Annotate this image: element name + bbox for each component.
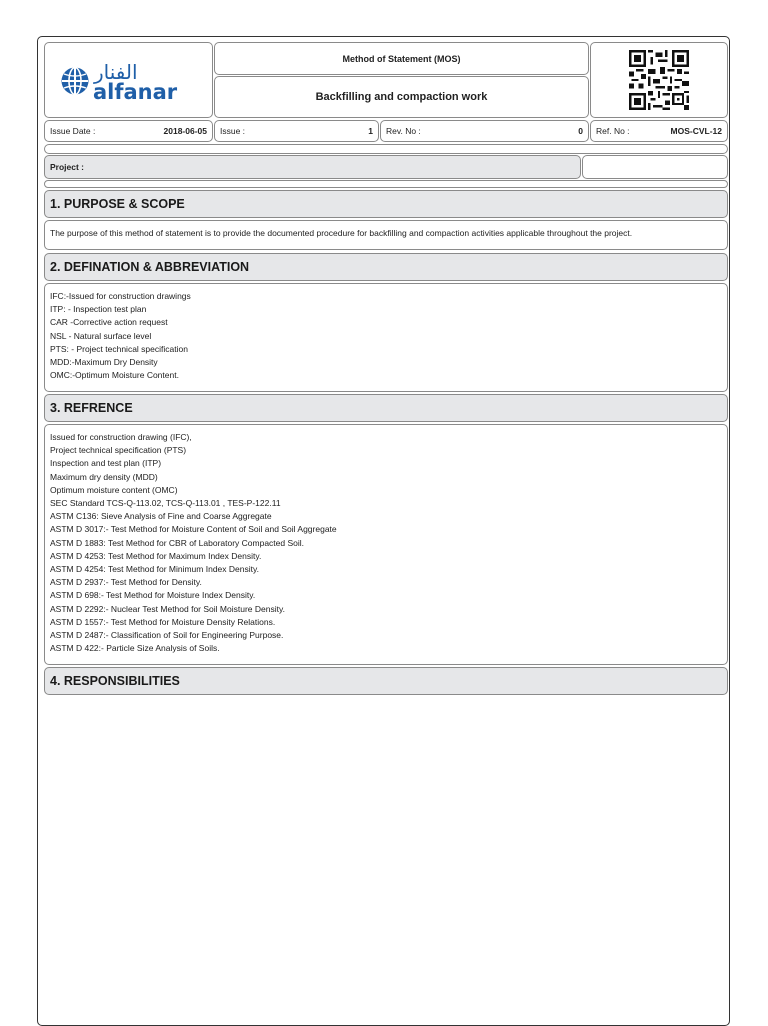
section-reference-heading: 3. REFRENCE [44,394,728,422]
list-item: SEC Standard TCS-Q-113.02, TCS-Q-113.01 , TES-P-122.11 [50,498,281,509]
list-item: ASTM D 3017:- Test Method for Moisture Content of Soil and Soil Aggregate [50,524,337,535]
section-purpose-body [44,220,728,250]
list-item: NSL - Natural surface level [50,330,152,341]
section-definitions-body [44,283,728,392]
company-logo [44,42,213,118]
list-item: ASTM D 1557:- Test Method for Moisture Density Relations. [50,616,276,627]
list-item: Optimum moisture content (OMC) [50,484,178,495]
list-item: ASTM D 2487:- Classification of Soil for Engineering Purpose. [50,630,284,641]
issue-value: 1 [368,126,373,136]
list-item: ASTM D 422:- Particle Size Analysis of Soils. [50,643,220,654]
list-item: MDD:-Maximum Dry Density [50,357,158,368]
spacer-row-2 [44,180,728,188]
doc-type: Method of Statement (MOS) [214,42,589,75]
project-label: Project : [44,155,581,179]
qr-code-icon [629,50,689,110]
issue-date-label: Issue Date : [50,126,96,136]
svg-text:الفنار: الفنار [94,60,138,84]
issue-date-field [44,120,213,142]
issue-date-value: 2018-06-05 [163,126,207,136]
list-item: Maximum dry density (MDD) [50,471,158,482]
section-responsibilities-heading: 4. RESPONSIBILITIES [44,667,728,695]
section-definitions-heading: 2. DEFINATION & ABBREVIATION [44,253,728,281]
list-item: ASTM D 4253: Test Method for Maximum Index Density. [50,550,262,561]
ref-label: Ref. No : [596,126,630,136]
doc-title: Backfilling and compaction work [214,76,589,118]
globe-logo-icon [45,43,212,117]
list-item: Issued for construction drawing (IFC), [50,432,192,442]
spacer-row [44,144,728,154]
svg-text:alfanar: alfanar [93,80,178,104]
qr-code-cell [590,42,728,118]
rev-field [380,120,589,142]
section-purpose-heading: 1. PURPOSE & SCOPE [44,190,728,218]
list-item: ASTM D 4254: Test Method for Minimum Index Density. [50,564,259,575]
ref-value: MOS-CVL-12 [670,126,722,136]
section-reference-body [44,424,728,665]
list-item: ASTM C136: Sieve Analysis of Fine and Coarse Aggregate [50,511,272,522]
list-item: ASTM D 698:- Test Method for Moisture Index Density. [50,590,256,601]
list-item: PTS: - Project technical specification [50,343,188,354]
list-item: Inspection and test plan (ITP) [50,458,162,469]
issue-label: Issue : [220,126,246,136]
list-item: ASTM D 2937:- Test Method for Density. [50,577,202,588]
rev-label: Rev. No : [386,126,421,136]
list-item: IFC:-Issued for construction drawings [50,291,191,301]
list-item: ASTM D 2292:- Nuclear Test Method for Soil Moisture Density. [50,603,285,614]
list-item: Project technical specification (PTS) [50,445,187,456]
list-item: CAR -Corrective action request [50,317,168,328]
purpose-text: The purpose of this method of statement is to provide the documented procedure for backfilling and compaction activities applicable throughout the project. [50,228,633,238]
ref-field [590,120,728,142]
list-item: ITP: - Inspection test plan [50,304,147,315]
issue-field [214,120,379,142]
rev-value: 0 [578,126,583,136]
list-item: ASTM D 1883: Test Method for CBR of Laboratory Compacted Soil. [50,537,305,548]
project-value-cell [582,155,728,179]
list-item: OMC:-Optimum Moisture Content. [50,370,179,381]
